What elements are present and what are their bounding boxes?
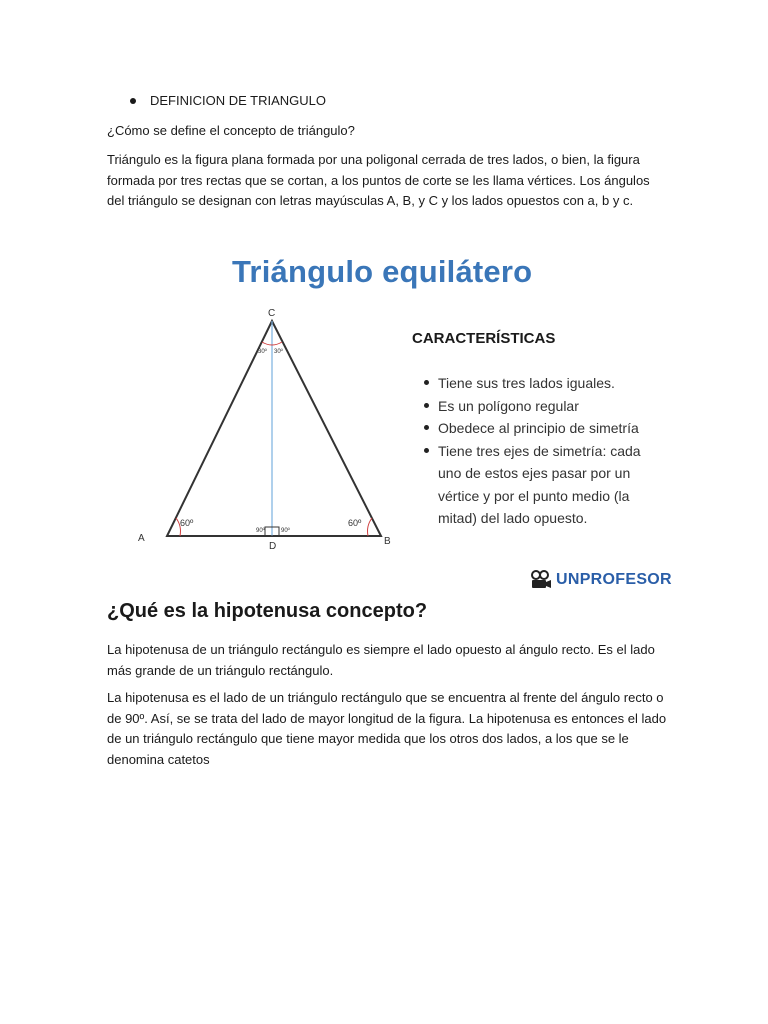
bullet-dot-icon — [130, 98, 136, 104]
equilateral-triangle-figure — [130, 248, 672, 600]
logo-text: UNPROFESOR — [556, 571, 672, 588]
section-heading: ¿Qué es la hipotenusa concepto? — [107, 600, 428, 622]
list-item: Tiene sus tres lados iguales. — [424, 372, 664, 395]
right-angle-arc — [368, 518, 373, 536]
angle-label-top-right: 30º — [274, 349, 283, 355]
paragraph-2: La hipotenusa de un triángulo rectángulo es siempre el lado opuesto al ángulo recto. Es el lado más grande de un triángulo rectángulo. — [107, 642, 655, 678]
figure-title: Triángulo equilátero — [232, 254, 533, 289]
vertex-a-label: A — [138, 533, 145, 544]
list-item: Tiene tres ejes de simetría: cada uno de estos ejes pasar por un vértice y por el punto medio (la mitad) del lado opuesto. — [424, 440, 664, 530]
bullet-text: DEFINICION DE TRIANGULO — [150, 93, 327, 108]
unprofesor-logo — [530, 570, 672, 590]
bullet-item — [130, 93, 326, 108]
camera-icon — [530, 570, 552, 590]
angle-label-bottom-right: 60º — [348, 518, 362, 528]
angle-label-top-left: 30º — [258, 349, 267, 355]
vertex-d-label: D — [269, 541, 277, 552]
triangle-diagram — [130, 306, 410, 556]
paragraph-1: Triángulo es la figura plana formada por una poligonal cerrada de tres lados, o bien, la figura formada por tres rectas que se cortan, a los puntos de corte se les llama vértices. Los ángulos del triángulo se designan con letras mayúsculas A, B, y C y los lados opuestos con a, b y c. — [107, 152, 650, 208]
vertex-b-label: B — [384, 536, 391, 547]
paragraph-3: La hipotenusa es el lado de un triángulo rectángulo que se encuentra al frente del ángulo recto o de 90º. Así, se se trata del lado de mayor longitud de la figura. La hipotenusa es entonces el lado de un triángulo rectángulo que tiene mayor medida que los otros dos lados, a los que se le denomina catetos — [107, 690, 667, 767]
angle-label-mid-right: 90º — [281, 528, 290, 534]
angle-label-bottom-left: 60º — [180, 518, 194, 528]
list-item: Obedece al principio de simetría — [424, 417, 664, 440]
angle-label-mid-left: 90º — [256, 528, 265, 534]
characteristics-title: CARACTERÍSTICAS — [412, 330, 556, 347]
characteristics-list — [424, 372, 664, 530]
vertex-c-label: C — [268, 308, 276, 319]
question-1: ¿Cómo se define el concepto de triángulo? — [107, 123, 355, 138]
list-item: Es un polígono regular — [424, 395, 664, 418]
